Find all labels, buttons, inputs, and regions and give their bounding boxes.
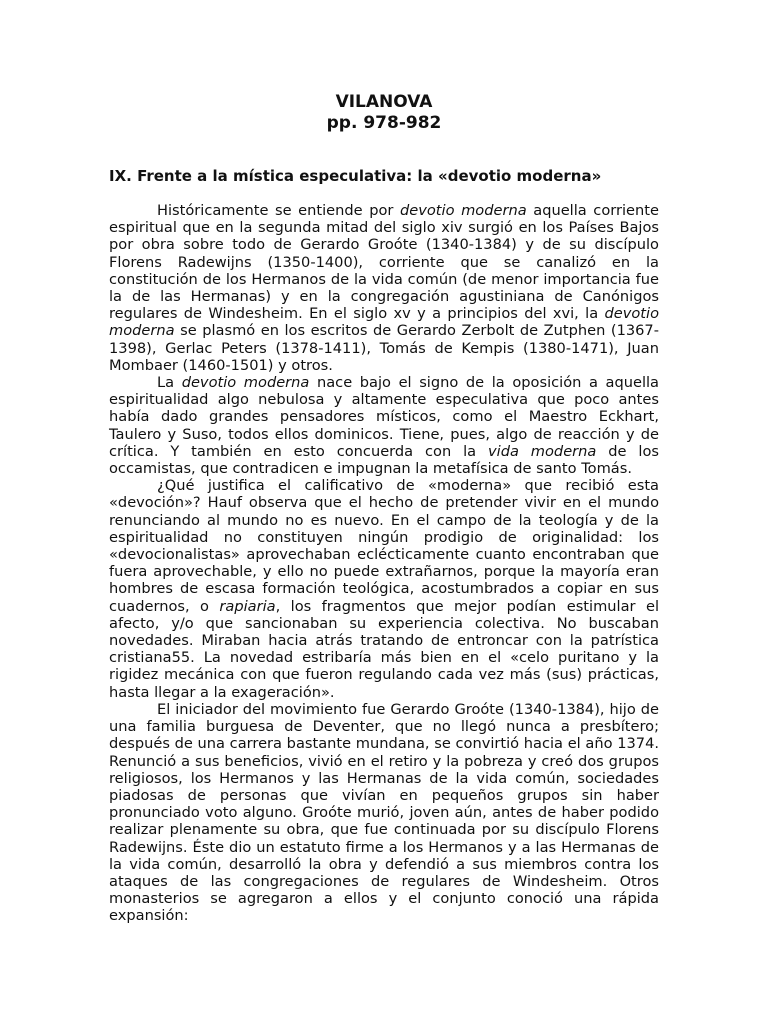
document-page: [109, 92, 659, 925]
text-run: La: [157, 374, 182, 392]
italic-text: vida moderna: [488, 442, 597, 460]
title-line-1: VILANOVA: [335, 92, 433, 112]
text-run: aquella corriente espiritual que en la segunda mitad del siglo xiv surgió en los Países Bajos por obra sobre todo de Gerardo Groóte (1340-1384) y de su discípulo Florens Radewijns (1350-1400), corriente que se canalizó en la constitución de los Hermanos de la vida común (de menor importancia fue la de las Hermanas) y en la congregación agustiniana de Canónigos regulares de Windesheim. En el siglo xv y a principios del xvi, la: [109, 202, 659, 323]
text-run: nace bajo el signo de la oposición a aquella espiritualidad algo nebulosa y altamente especulativa que poco antes había dado grandes pensadores místicos, como el Maestro Eckhart, Taulero y Suso, todos ellos dominicos. Tiene, pues, algo de reacción y de crítica. Y también en esto concuerda con la: [109, 374, 660, 460]
text-run: , los fragmentos que mejor podían estimular el afecto, y/o que sancionaban su experiencia colectiva. No buscaban novedades. Miraban hacia atrás tratando de entroncar con la patrística cristiana55. La novedad estribaría más bien en el «celo puritano y la rigidez mecánica con que fueron regulando cada vez más (sus) prácticas, hasta llegar a la exageración».: [109, 597, 659, 701]
paragraph: [109, 477, 659, 701]
body-text: [109, 202, 659, 925]
paragraph: [109, 374, 659, 477]
paragraph: [109, 701, 659, 925]
italic-text: devotio moderna: [400, 202, 527, 219]
text-run: de los occamistas, que contradicen e impugnan la metafísica de santo Tomás.: [109, 442, 659, 478]
paragraph: [109, 202, 659, 374]
text-run: El iniciador del movimiento fue Gerardo Groóte (1340-1384), hijo de una familia burguesa de Deventer, que no llegó nunca a presbítero; después de una carrera bastante mundana, se convirtió hacia el año 1374. Renunció a sus beneficios, vivió en el retiro y la pobreza y creó dos grupos religiosos, los Hermanos y las Hermanas de la vida común, sociedades piadosas de personas que vivían en pequeños grupos sin haber pronunciado voto alguno. Groóte murió, joven aún, antes de haber podido realizar plenamente su obra, que fue continuada por su discípulo Florens Radewijns. Éste dio un estatuto firme a los Hermanos y a las Hermanas de la vida común, desarrolló la obra y defendió a sus miembros contra los ataques de las congregaciones de regulares de Windesheim. Otros monasterios se agregaron a ellos y el conjunto conoció una rápida expansión:: [109, 700, 659, 925]
title-line-2: pp. 978-982: [326, 113, 442, 133]
text-run: ¿Qué justifica el calificativo de «moderna» que recibió esta «devoción»? Hauf observa que el hecho de pretender vivir en el mundo renunciando al mundo no es nuevo. En el campo de la teología y de la espiritualidad no constituyen ningún prodigio de originalidad: los «devocionalistas» aprovechaban eclécticamente cuanto encontraban que fuera aprovechable, y ello no puede extrañarnos, porque la mayoría eran hombres de escasa formación teológica, acostumbrados a copiar en sus cuadernos, o: [109, 477, 659, 615]
italic-text: devotio moderna: [181, 374, 310, 392]
italic-text: devotio moderna: [109, 305, 659, 340]
section-heading: IX. Frente a la mística especulativa: la «devotio moderna»: [109, 167, 602, 185]
document-title: [109, 92, 659, 134]
text-run: Históricamente se entiende por: [157, 202, 400, 219]
text-run: se plasmó en los escritos de Gerardo Zerbolt de Zutphen (1367-1398), Gerlac Peters (1378-1411), Tomás de Kempis (1380-1471), Juan Mombaer (1460-1501) y otros.: [109, 322, 659, 374]
italic-text: rapiaria: [219, 597, 276, 615]
